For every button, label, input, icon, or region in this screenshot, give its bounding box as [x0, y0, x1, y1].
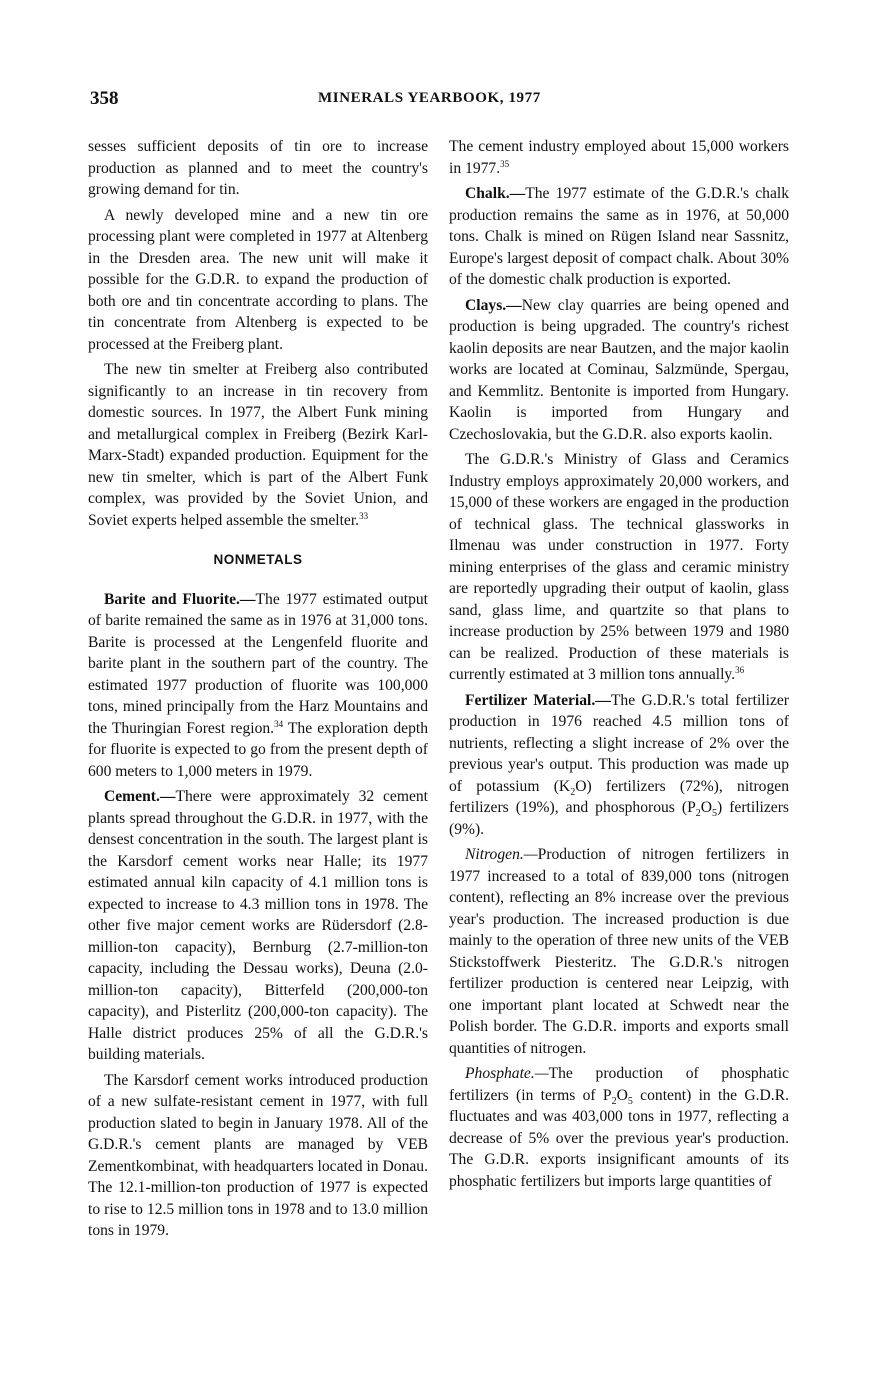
karsdorf-paragraph: The Karsdorf cement works introduced production of a new sulfate-resistant cement in 1977, with full production slated to begin in January 1978. All of the G.D.R.'s cement plants are managed by VEB Zementkombinat, with headquarters located in Donau. The 12.1-million-ton production of 1977 is expected to rise to 12.5 million tons in 1978 and to 13.0 million tons in 1979. — [88, 1071, 428, 1239]
footnote-ref-33: 33 — [359, 510, 369, 521]
cement-employment-paragraph — [449, 136, 789, 179]
clays-lead: Clays.— — [465, 296, 522, 314]
p2o5-o-subscript: 5 — [712, 808, 718, 820]
clays-paragraph — [449, 295, 789, 446]
chalk-paragraph — [449, 183, 789, 291]
freiberg-text: The new tin smelter at Freiberg also contributed significantly to an increase in tin recovery from domestic sources. In 1977, the Albert Funk mining and metallurgical complex in Freiberg (Bezirk Karl-Marx-Stadt) expanded production. Equipment for the new tin smelter, which is part of the Albert Funk complex, was provided by the Soviet Union, and Soviet experts helped assemble the smelter. — [88, 361, 428, 529]
phosphate-text-a: The production of phosphatic fertilizers (in terms of P — [449, 1065, 789, 1104]
glass-ceramics-paragraph — [449, 449, 789, 686]
clays-text: New clay quarries are being opened and production is being upgraded. The country's richest kaolin deposits are near Bautzen, and the major kaolin works are located at Cominau, Salzmünde, Spergau, and Kemmlitz. Bentonite is imported from Hungary. Kaolin is imported from Hungary and Czechoslovakia, but the G.D.R. also exports kaolin. — [449, 296, 789, 443]
page-number: 358 — [90, 88, 119, 109]
fertilizer-paragraph — [449, 690, 789, 841]
phosphate-text-c: content) in the G.D.R. fluctuates and was 403,000 tons in 1977, reflecting a decrease of 5% over the previous year's production. The G.D.R. exports insignificant amounts of its phosphatic fertilizers but imports large quantities of — [449, 1086, 789, 1190]
phosphate-lead: Phosphate.— — [465, 1065, 549, 1082]
p2o5-p-subscript: 2 — [695, 808, 701, 820]
footnote-ref-35: 35 — [500, 158, 510, 169]
nitrogen-paragraph — [449, 844, 789, 1059]
fertilizer-lead: Fertilizer Material.— — [465, 691, 611, 709]
running-title: MINERALS YEARBOOK, 1977 — [318, 90, 541, 106]
barite-text-b: The exploration depth for fluorite is expected to go from the present depth of 600 meters to 1,000 meters in 1979. — [88, 719, 428, 780]
nitrogen-lead: Nitrogen.— — [465, 846, 538, 863]
altenberg-paragraph: A newly developed mine and a new tin ore processing plant were completed in 1977 at Altenberg in the Dresden area. The new unit will make it possible for the G.D.R. to expand the production of both ore and tin concentrate according to plans. The tin concentrate from Altenberg is expected to be processed at the Freiberg plant. — [88, 206, 428, 353]
fertilizer-text-d: ) fertilizers (9%). — [449, 799, 789, 838]
k2o-subscript: 2 — [570, 786, 576, 798]
barite-lead: Barite and Fluorite.— — [104, 590, 256, 608]
tin-paragraph-continued: sesses sufficient deposits of tin ore to increase production as planned and to meet the country's growing demand for tin. — [88, 138, 428, 198]
cement-paragraph — [88, 786, 428, 1066]
section-heading-nonmetals: NONMETALS — [213, 552, 303, 567]
chalk-lead: Chalk.— — [465, 185, 526, 202]
fertilizer-text-a: The G.D.R.'s total fertilizer production in 1976 reached 4.5 million tons of nutrients, reflecting a slight increase of 2% over the previous year's output. This production was made up of potassium (K — [449, 691, 789, 795]
right-column — [449, 136, 789, 1196]
cement-lead: Cement.— — [104, 788, 176, 805]
barite-text-a: The 1977 estimated output of barite remained the same as in 1976 at 31,000 tons. Barite is processed at the Lengenfeld fluorite and barite plant in the southern part of the country. The estimated 1977 production of fluorite was 100,000 tons, mined principally from the Harz Mountains and the Thuringian Forest region. — [88, 590, 429, 737]
chalk-text: The 1977 estimate of the G.D.R.'s chalk production remains the same as in 1976, at 50,000 tons. Chalk is mined on Rügen Island near Sassnitz, Europe's largest deposit of compact chalk. About 30% of the domestic chalk production is exported. — [449, 185, 789, 288]
left-column — [88, 136, 428, 1246]
phosphate-text-b: O — [616, 1086, 628, 1104]
fertilizer-text-c: O — [700, 799, 713, 816]
phosphate-paragraph — [449, 1063, 789, 1192]
footnote-ref-34: 34 — [274, 718, 284, 729]
fertilizer-text-b: O) fertilizers (72%), nitrogen fertilizers (19%), and phosphorous (P — [449, 777, 789, 816]
footnote-ref-36: 36 — [735, 664, 745, 675]
glass-text: The G.D.R.'s Ministry of Glass and Ceramics Industry employs approximately 20,000 workers, and 15,000 of these workers are engaged in the production of technical glass. The technical glassworks in Ilmenau was under construction in 1977. Forty mining enterprises of the glass and ceramic ministry are reportedly upgrading their output of kaolin, glass sand, glass lime, and quartzite so that plans to increase production by 25% between 1979 and 1980 can be realized. Production of these materials is currently estimated at 3 million tons annually. — [449, 451, 789, 683]
barite-paragraph — [88, 589, 428, 783]
freiberg-paragraph — [88, 359, 428, 531]
phosphate-o-subscript: 5 — [627, 1095, 633, 1107]
cement-text: There were approximately 32 cement plants spread throughout the G.D.R. in 1977, with the densest concentration in the south. The largest plant is the Karsdorf cement works near Halle; its 1977 estimated annual kiln capacity of 4.1 million tons is expected to increase to 4.3 million tons in 1978. The other five major cement works are Rüdersdorf (2.8-million-ton capacity), Bernburg (2.7-million-ton capacity, including the Dessau works), Deuna (2.0-million-ton capacity), Bitterfeld (200,000-ton capacity), and Pisterlitz (200,000-ton capacity). The Halle district produces 25% of all the G.D.R.'s building materials. — [88, 788, 428, 1063]
phosphate-p-subscript: 2 — [611, 1095, 617, 1107]
cement-employment-text: The cement industry employed about 15,000 workers in 1977. — [449, 138, 789, 177]
nitrogen-text: Production of nitrogen fertilizers in 1977 increased to a total of 839,000 tons (nitrogen content), reflecting an 8% increase over the previous year's production. The increased production is due mainly to the operation of three new units of the VEB Stickstoffwerk Piesteritz. The G.D.R.'s nitrogen fertilizer production is centered near Leipzig, with one important plant located at Schwedt near the Polish border. The G.D.R. imports and exports small quantities of nitrogen. — [449, 846, 789, 1057]
